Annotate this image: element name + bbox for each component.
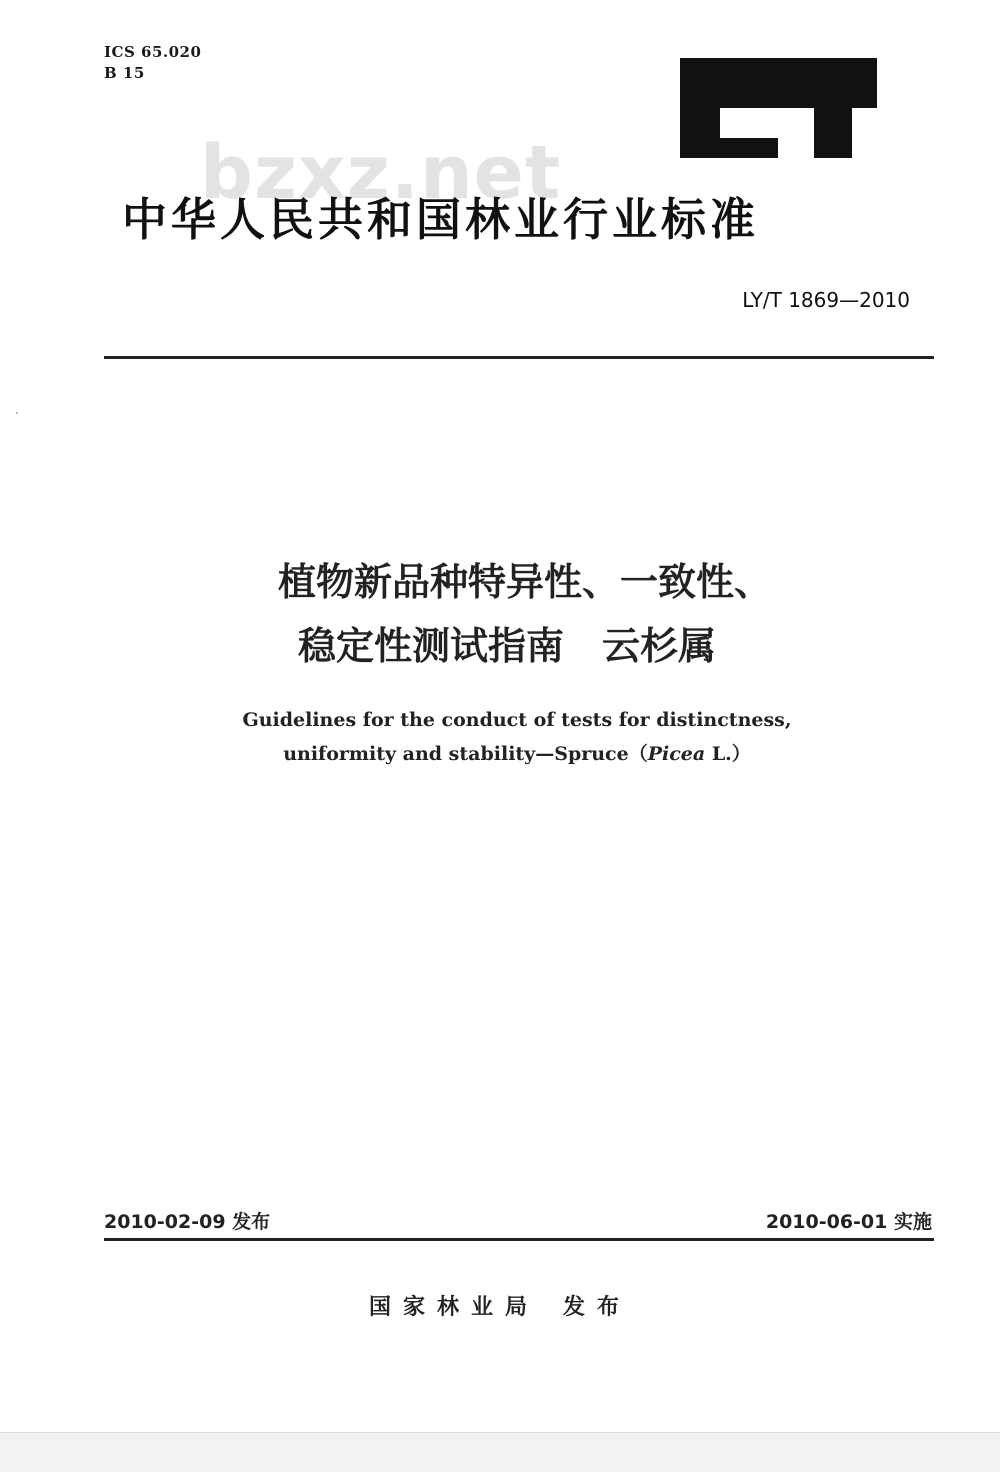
ics-code: ICS 65.020 — [104, 43, 202, 61]
page-bottom-band — [0, 1432, 1000, 1472]
standard-organization-title: 中华人民共和国林业行业标准 — [122, 193, 760, 246]
watermark: bzxz.net — [200, 130, 562, 216]
issuer-action: 发布 — [563, 1295, 632, 1320]
genus-name: Picea — [647, 743, 706, 765]
english-title-line-1: Guidelines for the conduct of tests for distinctness, — [242, 709, 792, 731]
classification-codes — [104, 42, 201, 84]
chinese-title-line-2: 稳定性测试指南 云杉属 — [297, 624, 716, 668]
standard-number: LY/T 1869—2010 — [742, 288, 910, 312]
issuer — [0, 1290, 1000, 1326]
bottom-divider — [104, 1238, 934, 1241]
chinese-title-line-1: 植物新品种特异性、一致性、 — [277, 560, 772, 604]
english-title-line-2-suffix: L.） — [705, 743, 751, 765]
scan-speck — [16, 412, 18, 414]
english-title — [0, 703, 1000, 771]
english-title-line-2-prefix: uniformity and stability—Spruce（ — [283, 743, 648, 765]
top-divider — [104, 356, 934, 359]
implementation-date: 2010-06-01 实施 — [765, 1211, 932, 1233]
ccs-code: B 15 — [104, 64, 145, 82]
ly-logo — [680, 58, 877, 158]
chinese-title — [0, 550, 1000, 678]
english-title-line-2 — [0, 737, 1000, 771]
issue-date: 2010-02-09 发布 — [104, 1211, 271, 1233]
issuer-name: 国家林业局 — [368, 1295, 539, 1320]
